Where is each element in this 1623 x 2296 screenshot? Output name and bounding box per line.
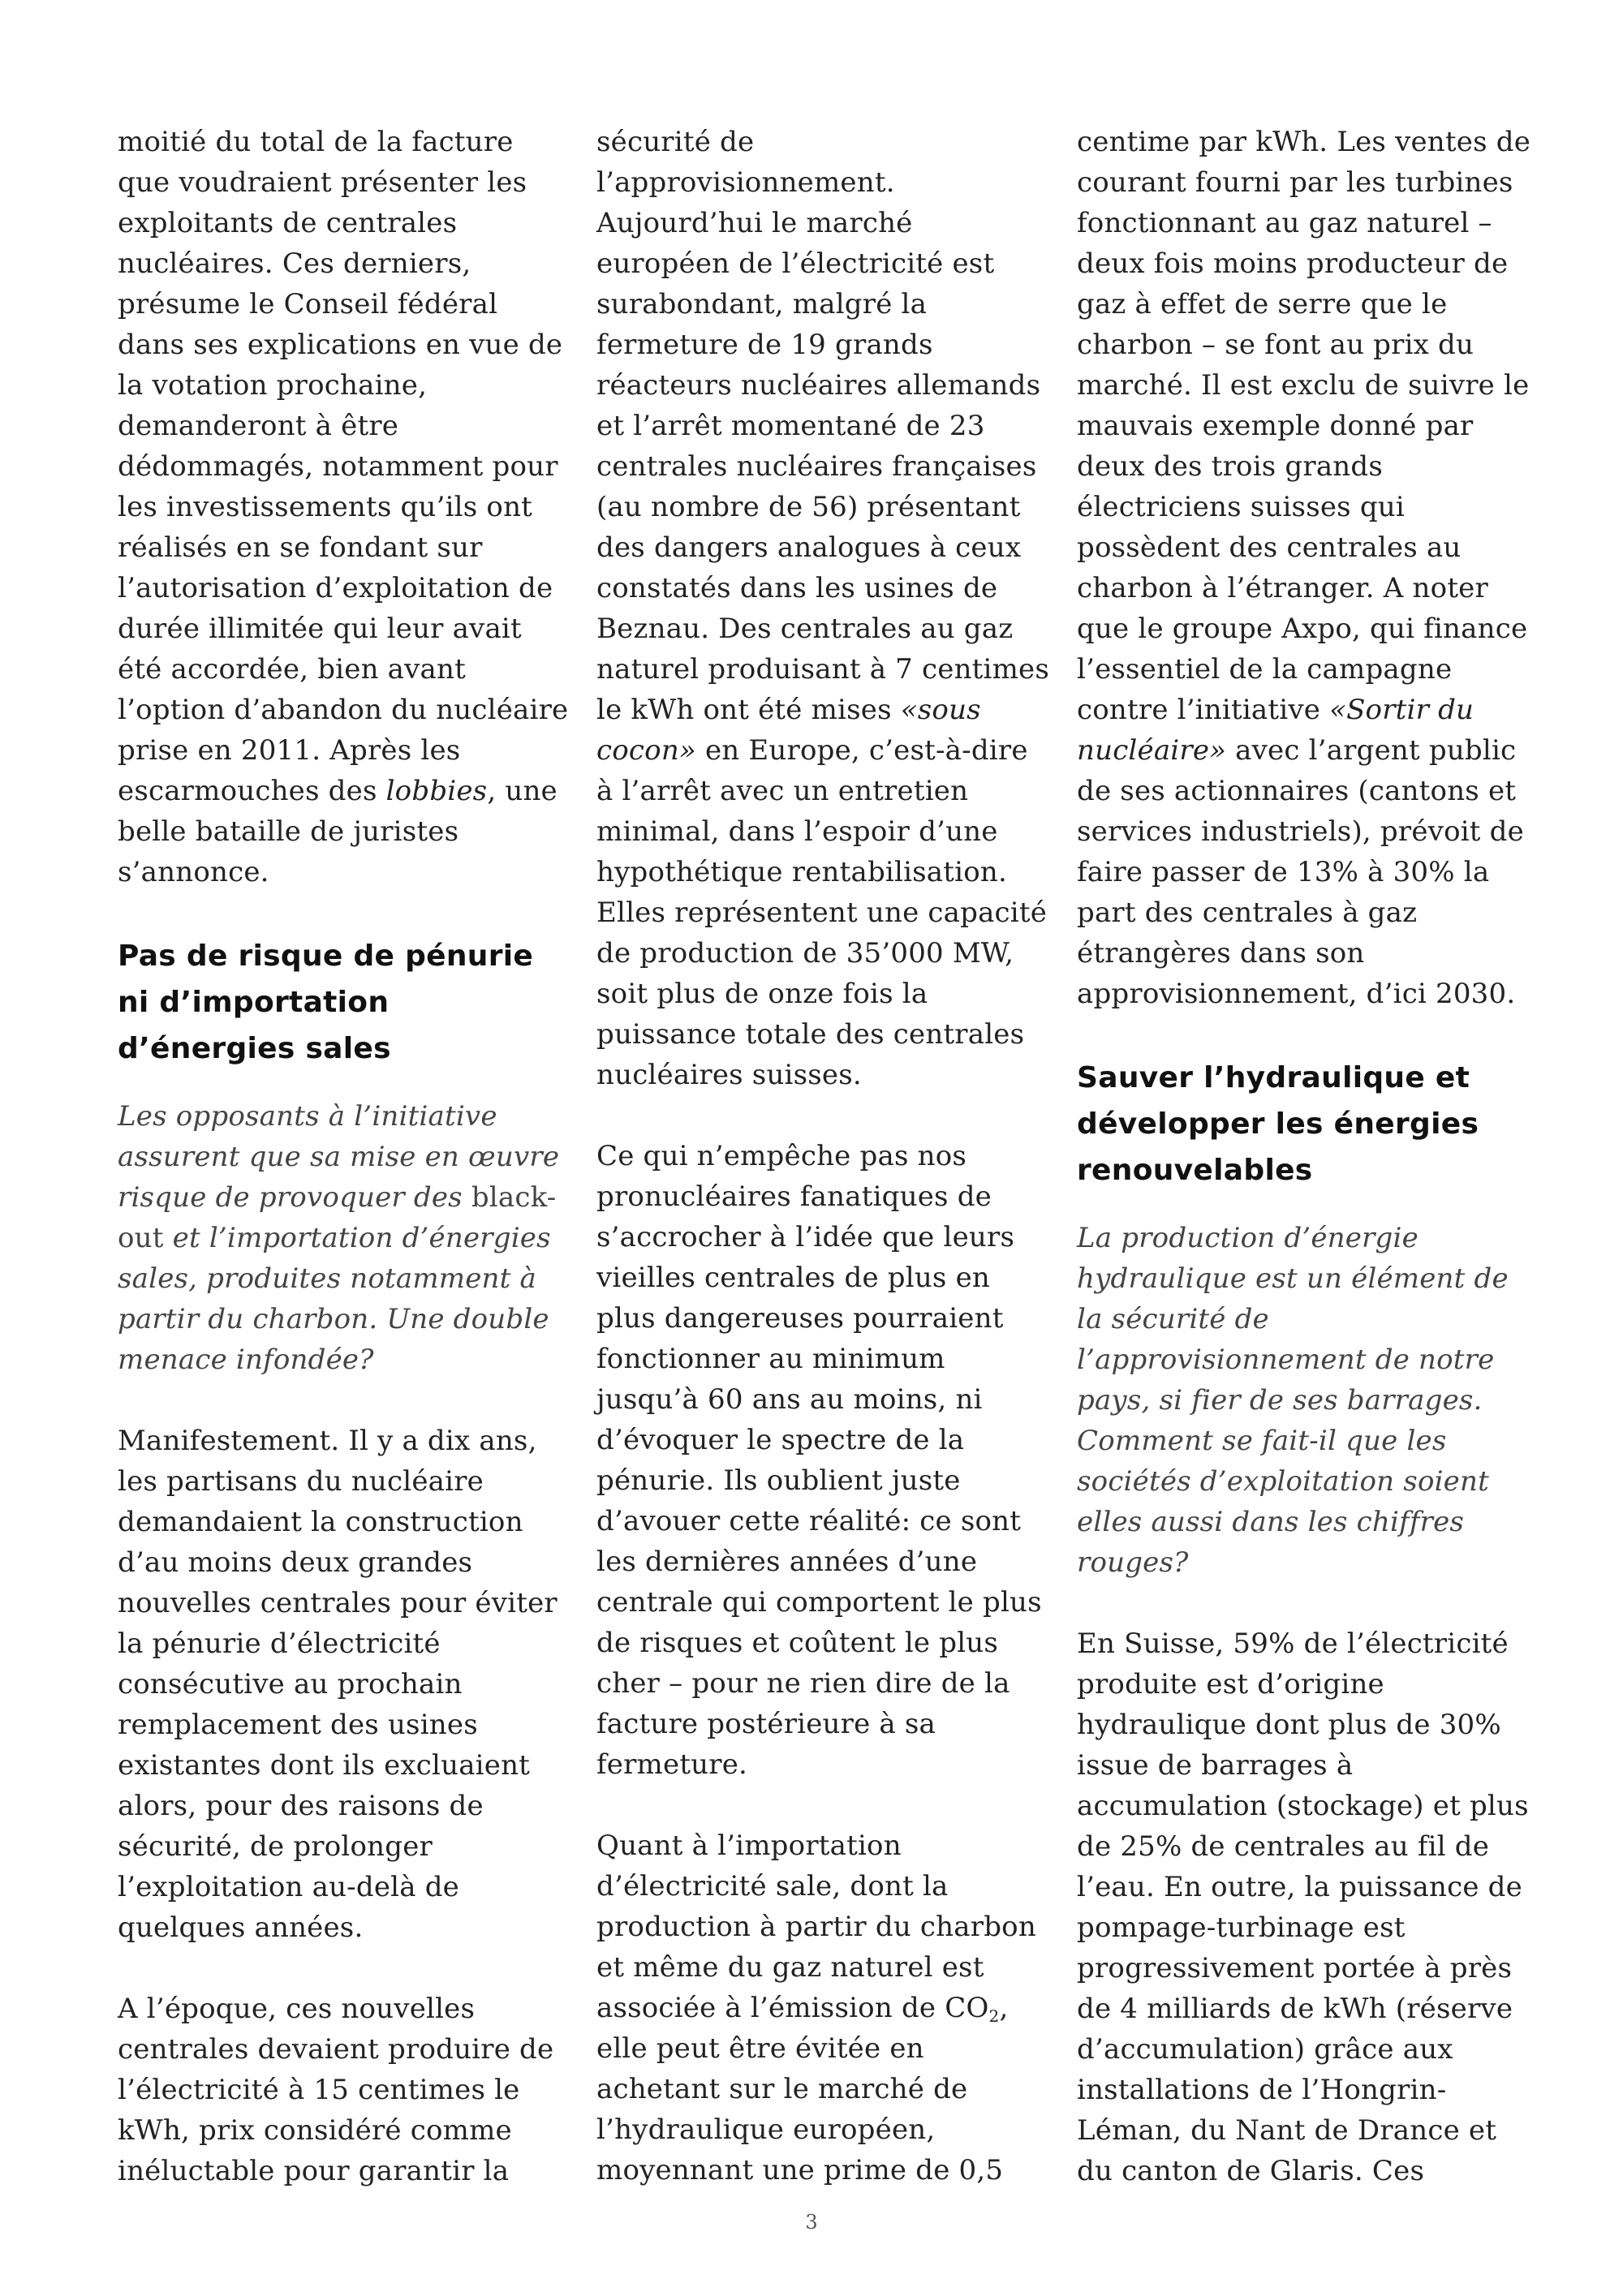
emphasis-text: lobbies xyxy=(385,775,488,807)
paragraph-text: en Europe, c’est-à-dire à l’arrêt avec un entretien minimal, dans l’espoir d’une hypothétique rentabilisation. Elles représentent une capacité de production de 35’000 MW, soit plus de onze fois la puissance totale des centrales nucléaires suisses. xyxy=(596,734,1048,1091)
column-1-paragraph-3: A l’époque, ces nouvelles centrales devaient produire de l’électricité à 15 centimes le kWh, prix considéré comme inéluctable pour garantir la xyxy=(118,1993,554,2187)
column-2-paragraph-3 xyxy=(596,1825,1051,2191)
column-3-lead-question: La production d’énergie hydraulique est un élément de la sécurité de l’approvisionnement de notre pays, si fier de ses barrages. Comment se fait-il que les sociétés d’exploitation soient elles aussi dans les chiffres rouges? xyxy=(1077,1222,1509,1579)
paragraph-text: sécurité de l’approvisionnement. Aujourd’hui le marché européen de l’électricité est surabondant, malgré la fermeture de 19 grands réacteurs nucléaires allemands et l’arrêt momentané de 23 centrales nucléaires françaises (au nombre de 56) présentant des dangers analogues à ceux constatés dans les usines de Beznau. Des centrales au gaz naturel produisant à 7 centimes le kWh ont été mises xyxy=(596,126,1050,726)
column-1-lead-question xyxy=(118,1096,572,1380)
lead-text: Les opposants à l’initiative assurent que sa mise en œuvre risque de provoquer des xyxy=(118,1100,560,1214)
page-number: 3 xyxy=(805,2211,818,2234)
column-2 xyxy=(596,122,1051,2231)
column-3-paragraph-1 xyxy=(1077,122,1539,1014)
paragraph-text: moitié du total de la facture que voudraient présenter les exploitants de centrales nucléaires. Ces derniers, présume le Conseil fédéral dans ses explications en vue de la votation prochaine, demanderont à être dédommagés, notamment pour les investissements qu’ils ont réalisés en se fondant sur l’autorisation d’exploitation de durée illimitée qui leur avait été accordée, bien avant l’option d’abandon du nucléaire prise en 2011. Après les escarmouches des xyxy=(118,126,569,807)
paragraph-text: centime par kWh. Les ventes de courant fourni par les turbines fonctionnant au gaz naturel – deux fois moins producteur de gaz à effet de serre que le charbon – se font au prix du marché. Il est exclu de suivre le mauvais exemple donné par deux des trois grands électriciens suisses qui possèdent des centrales au charbon à l’étranger. A noter que le groupe Axpo, qui finance l’essentiel de la campagne contre l’initiative xyxy=(1077,126,1531,726)
emphasis-text: «Sortir du nucléaire» xyxy=(1077,694,1474,767)
paragraph-text: avec l’argent public de ses actionnaires (cantons et services industriels), prévoit de faire passer de 13% à 30% la part des centrales à gaz étrangères dans son approvisionnement, d’ici 2030. xyxy=(1077,734,1524,1010)
paragraph-text: Quant à l’importation d’électricité sale, dont la production à partir du charbon et même du gaz naturel est associée à l’émission de CO xyxy=(596,1829,1036,2024)
paragraph-text: , elle peut être évitée en achetant sur le marché de l’hydraulique européen, moyennant une prime de 0,5 xyxy=(596,1992,1009,2186)
column-1-paragraph-1 xyxy=(118,122,572,892)
section-heading-penurie: Pas de risque de pénurie ni d’importation d’énergies sales xyxy=(118,939,534,1065)
column-2-paragraph-2: Ce qui n’empêche pas nos pronucléaires fanatiques de s’accrocher à l’idée que leurs vieilles centrales de plus en plus dangereuses pourraient fonctionner au minimum jusqu’à 60 ans au moins, ni d’évoquer le spectre de la pénurie. Ils oublient juste d’avouer cette réalité: ce sont les dernières années d’une centrale qui comportent le plus de risques et coûtent le plus cher – pour ne rien dire de la facture postérieure à sa fermeture. xyxy=(596,1140,1042,1781)
lead-plain-text: black-out xyxy=(118,1181,557,1254)
lead-text: et l’importation d’énergies sales, produites notamment à partir du charbon. Une double menace infondée? xyxy=(118,1222,551,1376)
column-1 xyxy=(118,122,572,2232)
column-3 xyxy=(1077,122,1539,2232)
column-3-paragraph-2: En Suisse, 59% de l’électricité produite est d’origine hydraulique dont plus de 30% issue de barrages à accumulation (stockage) et plus de 25% de centrales au fil de l’eau. En outre, la puissance de pompage-turbinage est progressivement portée à près de 4 milliards de kWh (réserve d’accumulation) grâce aux installations de l’Hongrin-Léman, du Nant de Drance et du canton de Glaris. Ces xyxy=(1077,1627,1529,2187)
column-2-paragraph-1 xyxy=(596,122,1051,1095)
section-heading-hydraulique: Sauver l’hydraulique et développer les énergies renouvelables xyxy=(1077,1061,1479,1187)
emphasis-text: «sous cocon» xyxy=(596,694,981,767)
paragraph-text: , une belle bataille de juristes s’annonce. xyxy=(118,775,558,888)
column-1-paragraph-2: Manifestement. Il y a dix ans, les partisans du nucléaire demandaient la construction d’au moins deux grandes nouvelles centrales pour éviter la pénurie d’électricité consécutive au prochain remplacement des usines existantes dont ils excluaient alors, pour des raisons de sécurité, de prolonger l’exploitation au-delà de quelques années. xyxy=(118,1425,558,1944)
subscript-text: 2 xyxy=(988,2006,1000,2026)
